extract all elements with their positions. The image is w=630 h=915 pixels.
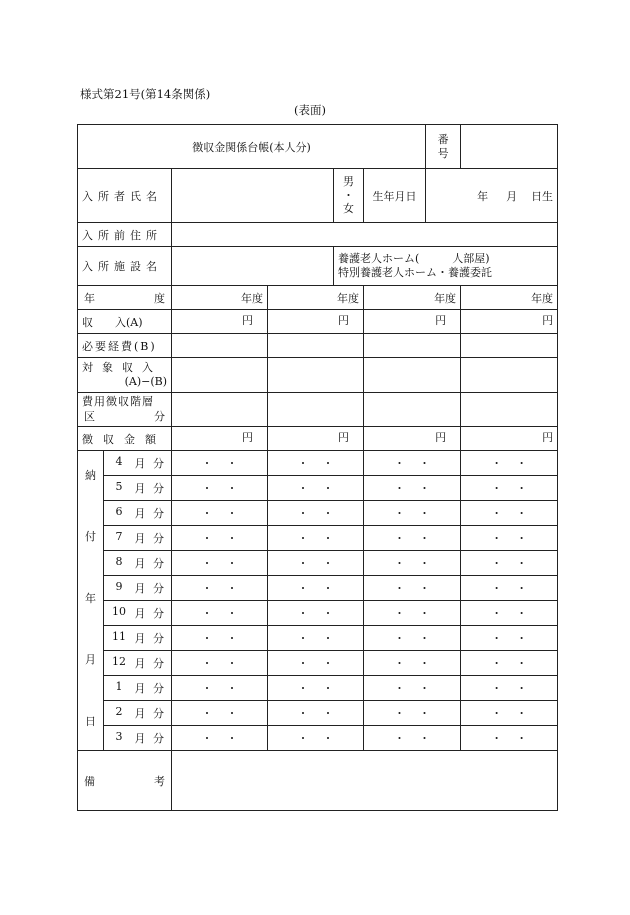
dot-separator: 月 [85, 653, 96, 666]
collect-col-4[interactable] [461, 427, 558, 451]
dot-separator: 月 [134, 532, 146, 545]
dot-separator: ・ [394, 457, 406, 470]
pay-cell[interactable] [364, 576, 461, 601]
pay-cell[interactable] [461, 726, 558, 751]
pay-cell[interactable] [172, 626, 268, 651]
dot-separator: ・ [297, 457, 309, 470]
income-row [78, 310, 558, 334]
pay-cell[interactable] [461, 651, 558, 676]
dot-separator: ・ [297, 657, 309, 670]
dot-separator: 納 [85, 469, 96, 482]
pay-cell[interactable] [268, 526, 364, 551]
month-label [104, 651, 172, 676]
dot-separator: ・ [201, 532, 213, 545]
expense-label: 必要経費(B) [78, 334, 172, 358]
pay-cell[interactable] [364, 501, 461, 526]
dot-separator: ・ [322, 457, 334, 470]
dot-separator: ・ [297, 632, 309, 645]
dot-separator: ・ [394, 582, 406, 595]
dot-separator: ・ [419, 657, 431, 670]
dot-separator: ・ [394, 557, 406, 570]
dot-separator: ・ [491, 482, 503, 495]
pay-cell[interactable] [364, 551, 461, 576]
month-label [104, 476, 172, 501]
year-col-1[interactable]: 年度 [172, 286, 268, 310]
pay-cell[interactable] [172, 726, 268, 751]
dot-separator: 9 [115, 580, 123, 593]
payment-row-8 [78, 551, 558, 576]
form-number: 様式第21号(第14条関係) [80, 87, 211, 101]
dot-separator: ・ [343, 188, 354, 202]
dot-separator: 円 [435, 431, 447, 444]
pay-cell[interactable] [172, 676, 268, 701]
dot-separator: ・ [516, 482, 528, 495]
pay-cell[interactable] [461, 526, 558, 551]
dot-separator: ・ [491, 607, 503, 620]
pay-cell[interactable] [364, 626, 461, 651]
month-label [104, 501, 172, 526]
dot-separator: ・ [201, 507, 213, 520]
dot-separator: ・ [419, 457, 431, 470]
target-income-row [78, 358, 558, 393]
dot-separator: 月 [134, 557, 146, 570]
dot-separator: ・ [322, 682, 334, 695]
payment-row-2 [78, 701, 558, 726]
pay-cell[interactable] [364, 476, 461, 501]
dot-separator: ・ [394, 532, 406, 545]
pay-cell[interactable] [268, 626, 364, 651]
dot-separator: ・ [297, 482, 309, 495]
dot-separator: ・ [394, 507, 406, 520]
fiscal-year-row [78, 286, 558, 310]
pay-cell[interactable] [268, 726, 364, 751]
income-label [78, 310, 172, 334]
dot-separator: 月 [134, 507, 146, 520]
dot-separator: 費用徴収階層 [82, 395, 154, 409]
dot-separator: 分 [153, 657, 164, 670]
pay-cell[interactable] [172, 651, 268, 676]
name-label: 入所者氏名 [78, 169, 172, 223]
payment-row-5 [78, 476, 558, 501]
dot-separator: ・ [419, 582, 431, 595]
pay-cell[interactable] [461, 476, 558, 501]
dot-separator: 特別養護老人ホーム・養護委託 [338, 266, 492, 279]
pay-cell[interactable] [364, 701, 461, 726]
dot-separator: ・ [322, 707, 334, 720]
dot-separator: 円 [542, 431, 554, 444]
dot-separator: ・ [491, 582, 503, 595]
month-label [104, 701, 172, 726]
collection-row [78, 427, 558, 451]
dot-separator: 円 [435, 314, 447, 327]
pay-cell[interactable] [172, 551, 268, 576]
payment-row-9 [78, 576, 558, 601]
dot-separator: 分 [153, 732, 164, 745]
dot-separator: ・ [322, 582, 334, 595]
dot-separator: 円 [242, 314, 253, 327]
dot-separator: ・ [516, 682, 528, 695]
dot-separator: 円 [242, 431, 253, 444]
dot-separator: 月 [506, 189, 518, 203]
dot-separator: ・ [322, 482, 334, 495]
dot-separator: 7 [115, 530, 123, 543]
dot-separator: ・ [226, 607, 238, 620]
dot-separator: ・ [419, 682, 431, 695]
dot-separator: 月 [134, 607, 146, 620]
dot-separator: 分 [153, 507, 164, 520]
dot-separator: 分 [153, 557, 164, 570]
year-col-2[interactable]: 年度 [268, 286, 364, 310]
income-col-2[interactable] [268, 310, 364, 334]
pay-cell[interactable] [461, 451, 558, 476]
dot-separator: 10 [112, 605, 126, 618]
dot-separator: 女 [343, 202, 354, 216]
payment-row-1 [78, 676, 558, 701]
dot-separator: ・ [419, 707, 431, 720]
form-side-label [0, 102, 630, 118]
class-col-3[interactable] [364, 393, 461, 427]
dot-separator: ・ [297, 582, 309, 595]
dot-separator: ・ [322, 632, 334, 645]
pay-cell[interactable] [461, 701, 558, 726]
remarks-field[interactable] [172, 751, 558, 811]
class-row [78, 393, 558, 427]
dot-separator: 11 [112, 630, 126, 643]
facility-row [78, 247, 558, 286]
dot-separator: 2 [115, 705, 123, 718]
dot-separator: ・ [297, 507, 309, 520]
dot-separator: 番 [437, 132, 449, 146]
dot-separator: ・ [201, 557, 213, 570]
dot-separator: ・ [491, 632, 503, 645]
month-label [104, 526, 172, 551]
dot-separator: (表面) [294, 103, 326, 117]
dot-separator: 月 [134, 707, 146, 720]
dot-separator: 付 [85, 530, 96, 543]
dot-separator: 年 [477, 189, 489, 203]
pay-cell[interactable] [364, 601, 461, 626]
dot-separator: ・ [419, 532, 431, 545]
dot-separator: ・ [297, 532, 309, 545]
dot-separator: ・ [322, 657, 334, 670]
dot-separator: ・ [201, 657, 213, 670]
dot-separator: 分 [153, 457, 164, 470]
pay-cell[interactable] [461, 551, 558, 576]
dot-separator: ・ [226, 657, 238, 670]
dot-separator: ・ [226, 457, 238, 470]
pay-cell[interactable] [461, 601, 558, 626]
payment-date-label [78, 451, 104, 751]
payment-row-7 [78, 526, 558, 551]
dot-separator: ・ [297, 557, 309, 570]
dot-separator: 月 [134, 682, 146, 695]
pay-cell[interactable] [268, 676, 364, 701]
dot-separator: 分 [153, 582, 164, 595]
target-income-label [78, 358, 172, 393]
form-title: 徴収金関係台帳(本人分) [78, 125, 426, 169]
facility-name-field[interactable] [172, 247, 334, 286]
facility-label: 入所施設名 [78, 247, 172, 286]
dot-separator: ・ [226, 682, 238, 695]
dot-separator: 月 [134, 482, 146, 495]
dot-separator: ・ [419, 732, 431, 745]
dot-separator: ・ [394, 707, 406, 720]
pay-cell[interactable] [364, 451, 461, 476]
pay-cell[interactable] [172, 576, 268, 601]
month-label [104, 726, 172, 751]
month-label [104, 676, 172, 701]
dot-separator: 年 [84, 291, 95, 305]
income-col-4[interactable] [461, 310, 558, 334]
pay-cell[interactable] [268, 576, 364, 601]
dot-separator: ・ [201, 707, 213, 720]
dot-separator: 区 [84, 409, 95, 423]
dot-separator: 分 [154, 409, 165, 423]
dot-separator: 8 [115, 555, 123, 568]
dot-separator: ・ [226, 707, 238, 720]
expense-col-3[interactable] [364, 334, 461, 358]
dot-separator: ・ [201, 632, 213, 645]
pay-cell[interactable] [364, 651, 461, 676]
pay-cell[interactable] [268, 701, 364, 726]
dot-separator: ・ [516, 582, 528, 595]
dot-separator: 対象収入 [82, 360, 162, 374]
dot-separator: ・ [297, 607, 309, 620]
dot-separator: 年 [85, 592, 96, 605]
pay-cell[interactable] [268, 601, 364, 626]
dot-separator: ・ [516, 607, 528, 620]
dot-separator: ・ [419, 507, 431, 520]
target-col-2[interactable] [268, 358, 364, 393]
dot-separator: 月 [134, 657, 146, 670]
dot-separator: ・ [491, 682, 503, 695]
dot-separator: 考 [154, 775, 165, 788]
year-col-3[interactable]: 年度 [364, 286, 461, 310]
dot-separator: 日生 [531, 189, 554, 203]
pay-cell[interactable] [172, 451, 268, 476]
dot-separator: ・ [322, 532, 334, 545]
dot-separator: ・ [322, 507, 334, 520]
number-label [426, 125, 461, 169]
dot-separator: ・ [201, 732, 213, 745]
dot-separator: ・ [201, 682, 213, 695]
collect-col-2[interactable] [268, 427, 364, 451]
dot-separator: ・ [297, 732, 309, 745]
dot-separator: ・ [226, 482, 238, 495]
facility-type [334, 247, 558, 286]
dot-separator: 号 [437, 146, 449, 160]
dot-separator: 度 [154, 291, 165, 305]
dot-separator: 月 [134, 632, 146, 645]
pay-cell[interactable] [268, 651, 364, 676]
remarks-label [78, 751, 172, 811]
title-row [78, 125, 558, 169]
dot-separator: ・ [516, 707, 528, 720]
dot-separator: ・ [516, 657, 528, 670]
payment-row-3 [78, 726, 558, 751]
dot-separator: ・ [491, 532, 503, 545]
prev-address-row [78, 223, 558, 247]
pay-cell[interactable] [172, 526, 268, 551]
dot-separator: ・ [516, 457, 528, 470]
dot-separator: ・ [226, 532, 238, 545]
dot-separator: 分 [153, 482, 164, 495]
dot-separator: ・ [322, 732, 334, 745]
dot-separator: 円 [542, 314, 554, 327]
dot-separator: ・ [201, 582, 213, 595]
dot-separator: ・ [516, 732, 528, 745]
pay-cell[interactable] [364, 526, 461, 551]
target-col-3[interactable] [364, 358, 461, 393]
dot-separator: 分 [153, 532, 164, 545]
dot-separator: ・ [419, 632, 431, 645]
dot-separator: ・ [226, 507, 238, 520]
dot-separator: 5 [115, 480, 123, 493]
payment-row-10 [78, 601, 558, 626]
dot-separator: 4 [115, 455, 123, 468]
dot-separator: ・ [491, 657, 503, 670]
pay-cell[interactable] [461, 676, 558, 701]
pay-cell[interactable] [268, 451, 364, 476]
dot-separator: ・ [226, 557, 238, 570]
dot-separator: ・ [516, 557, 528, 570]
pay-cell[interactable] [172, 501, 268, 526]
name-row [78, 169, 558, 223]
ledger-table [77, 124, 558, 811]
dot-separator: ・ [226, 732, 238, 745]
month-label [104, 551, 172, 576]
birth-field[interactable] [426, 169, 558, 223]
month-label [104, 601, 172, 626]
remarks-row [78, 751, 558, 811]
dot-separator: 12 [112, 655, 126, 668]
dot-separator: 月 [134, 732, 146, 745]
dot-separator: 収 [82, 315, 93, 329]
dot-separator: ・ [419, 607, 431, 620]
expense-row [78, 334, 558, 358]
pay-cell[interactable] [268, 476, 364, 501]
dot-separator: ・ [419, 482, 431, 495]
expense-col-1[interactable] [172, 334, 268, 358]
dot-separator: ・ [201, 607, 213, 620]
dot-separator: (A)−(B) [124, 375, 167, 388]
expense-col-4[interactable] [461, 334, 558, 358]
dot-separator: 円 [338, 314, 349, 327]
dot-separator: 6 [115, 505, 123, 518]
year-col-4[interactable]: 年度 [461, 286, 558, 310]
class-col-1[interactable] [172, 393, 268, 427]
class-col-4[interactable] [461, 393, 558, 427]
collect-col-3[interactable] [364, 427, 461, 451]
dot-separator: 分 [153, 607, 164, 620]
birth-label: 生年月日 [364, 169, 426, 223]
dot-separator: ・ [297, 707, 309, 720]
payment-row-12 [78, 651, 558, 676]
month-label [104, 576, 172, 601]
dot-separator: ・ [394, 482, 406, 495]
dot-separator: ・ [322, 557, 334, 570]
dot-separator: ・ [394, 632, 406, 645]
prev-address-field[interactable] [172, 223, 558, 247]
dot-separator: 円 [338, 431, 349, 444]
income-col-3[interactable] [364, 310, 461, 334]
dot-separator: ・ [419, 557, 431, 570]
dot-separator: 月 [134, 582, 146, 595]
dot-separator: ・ [491, 732, 503, 745]
dot-separator: ・ [201, 482, 213, 495]
dot-separator: ・ [491, 507, 503, 520]
pay-cell[interactable] [364, 726, 461, 751]
pay-cell[interactable] [172, 601, 268, 626]
dot-separator: ・ [226, 632, 238, 645]
dot-separator: 養護老人ホーム( 人部屋) [338, 251, 490, 265]
dot-separator: ・ [394, 607, 406, 620]
pay-cell[interactable] [364, 676, 461, 701]
dot-separator: ・ [516, 507, 528, 520]
dot-separator: 3 [115, 730, 123, 743]
target-col-4[interactable] [461, 358, 558, 393]
sex-field [334, 169, 364, 223]
pay-cell[interactable] [461, 576, 558, 601]
income-col-1[interactable] [172, 310, 268, 334]
month-label [104, 451, 172, 476]
target-col-1[interactable] [172, 358, 268, 393]
dot-separator: 男 [343, 174, 354, 188]
dot-separator: ・ [322, 607, 334, 620]
dot-separator: ・ [516, 532, 528, 545]
dot-separator: ・ [201, 457, 213, 470]
dot-separator: ・ [394, 657, 406, 670]
payment-row-4 [78, 451, 558, 476]
dot-separator: ・ [394, 682, 406, 695]
pay-cell[interactable] [461, 626, 558, 651]
payment-row-6 [78, 501, 558, 526]
expense-col-2[interactable] [268, 334, 364, 358]
dot-separator: ・ [394, 732, 406, 745]
dot-separator: ・ [516, 632, 528, 645]
dot-separator: ・ [491, 707, 503, 720]
collect-col-1[interactable] [172, 427, 268, 451]
month-label [104, 626, 172, 651]
dot-separator: 分 [153, 632, 164, 645]
dot-separator: 分 [153, 682, 164, 695]
class-label [78, 393, 172, 427]
dot-separator: ・ [297, 682, 309, 695]
dot-separator: 1 [115, 680, 123, 693]
pay-cell[interactable] [268, 501, 364, 526]
fiscal-year-label [78, 286, 172, 310]
dot-separator: 備 [84, 775, 95, 788]
dot-separator: 分 [153, 707, 164, 720]
dot-separator: 月 [134, 457, 146, 470]
name-field[interactable] [172, 169, 334, 223]
dot-separator: 日 [85, 715, 96, 728]
pay-cell[interactable] [268, 551, 364, 576]
dot-separator: ・ [491, 457, 503, 470]
dot-separator: 入(A) [115, 315, 143, 329]
pay-cell[interactable] [172, 701, 268, 726]
payment-row-11 [78, 626, 558, 651]
pay-cell[interactable] [461, 501, 558, 526]
collection-label: 徴収金額 [78, 427, 172, 451]
prev-address-label: 入所前住所 [78, 223, 172, 247]
dot-separator: ・ [226, 582, 238, 595]
pay-cell[interactable] [172, 476, 268, 501]
dot-separator: ・ [491, 557, 503, 570]
class-col-2[interactable] [268, 393, 364, 427]
number-field[interactable] [461, 125, 558, 169]
